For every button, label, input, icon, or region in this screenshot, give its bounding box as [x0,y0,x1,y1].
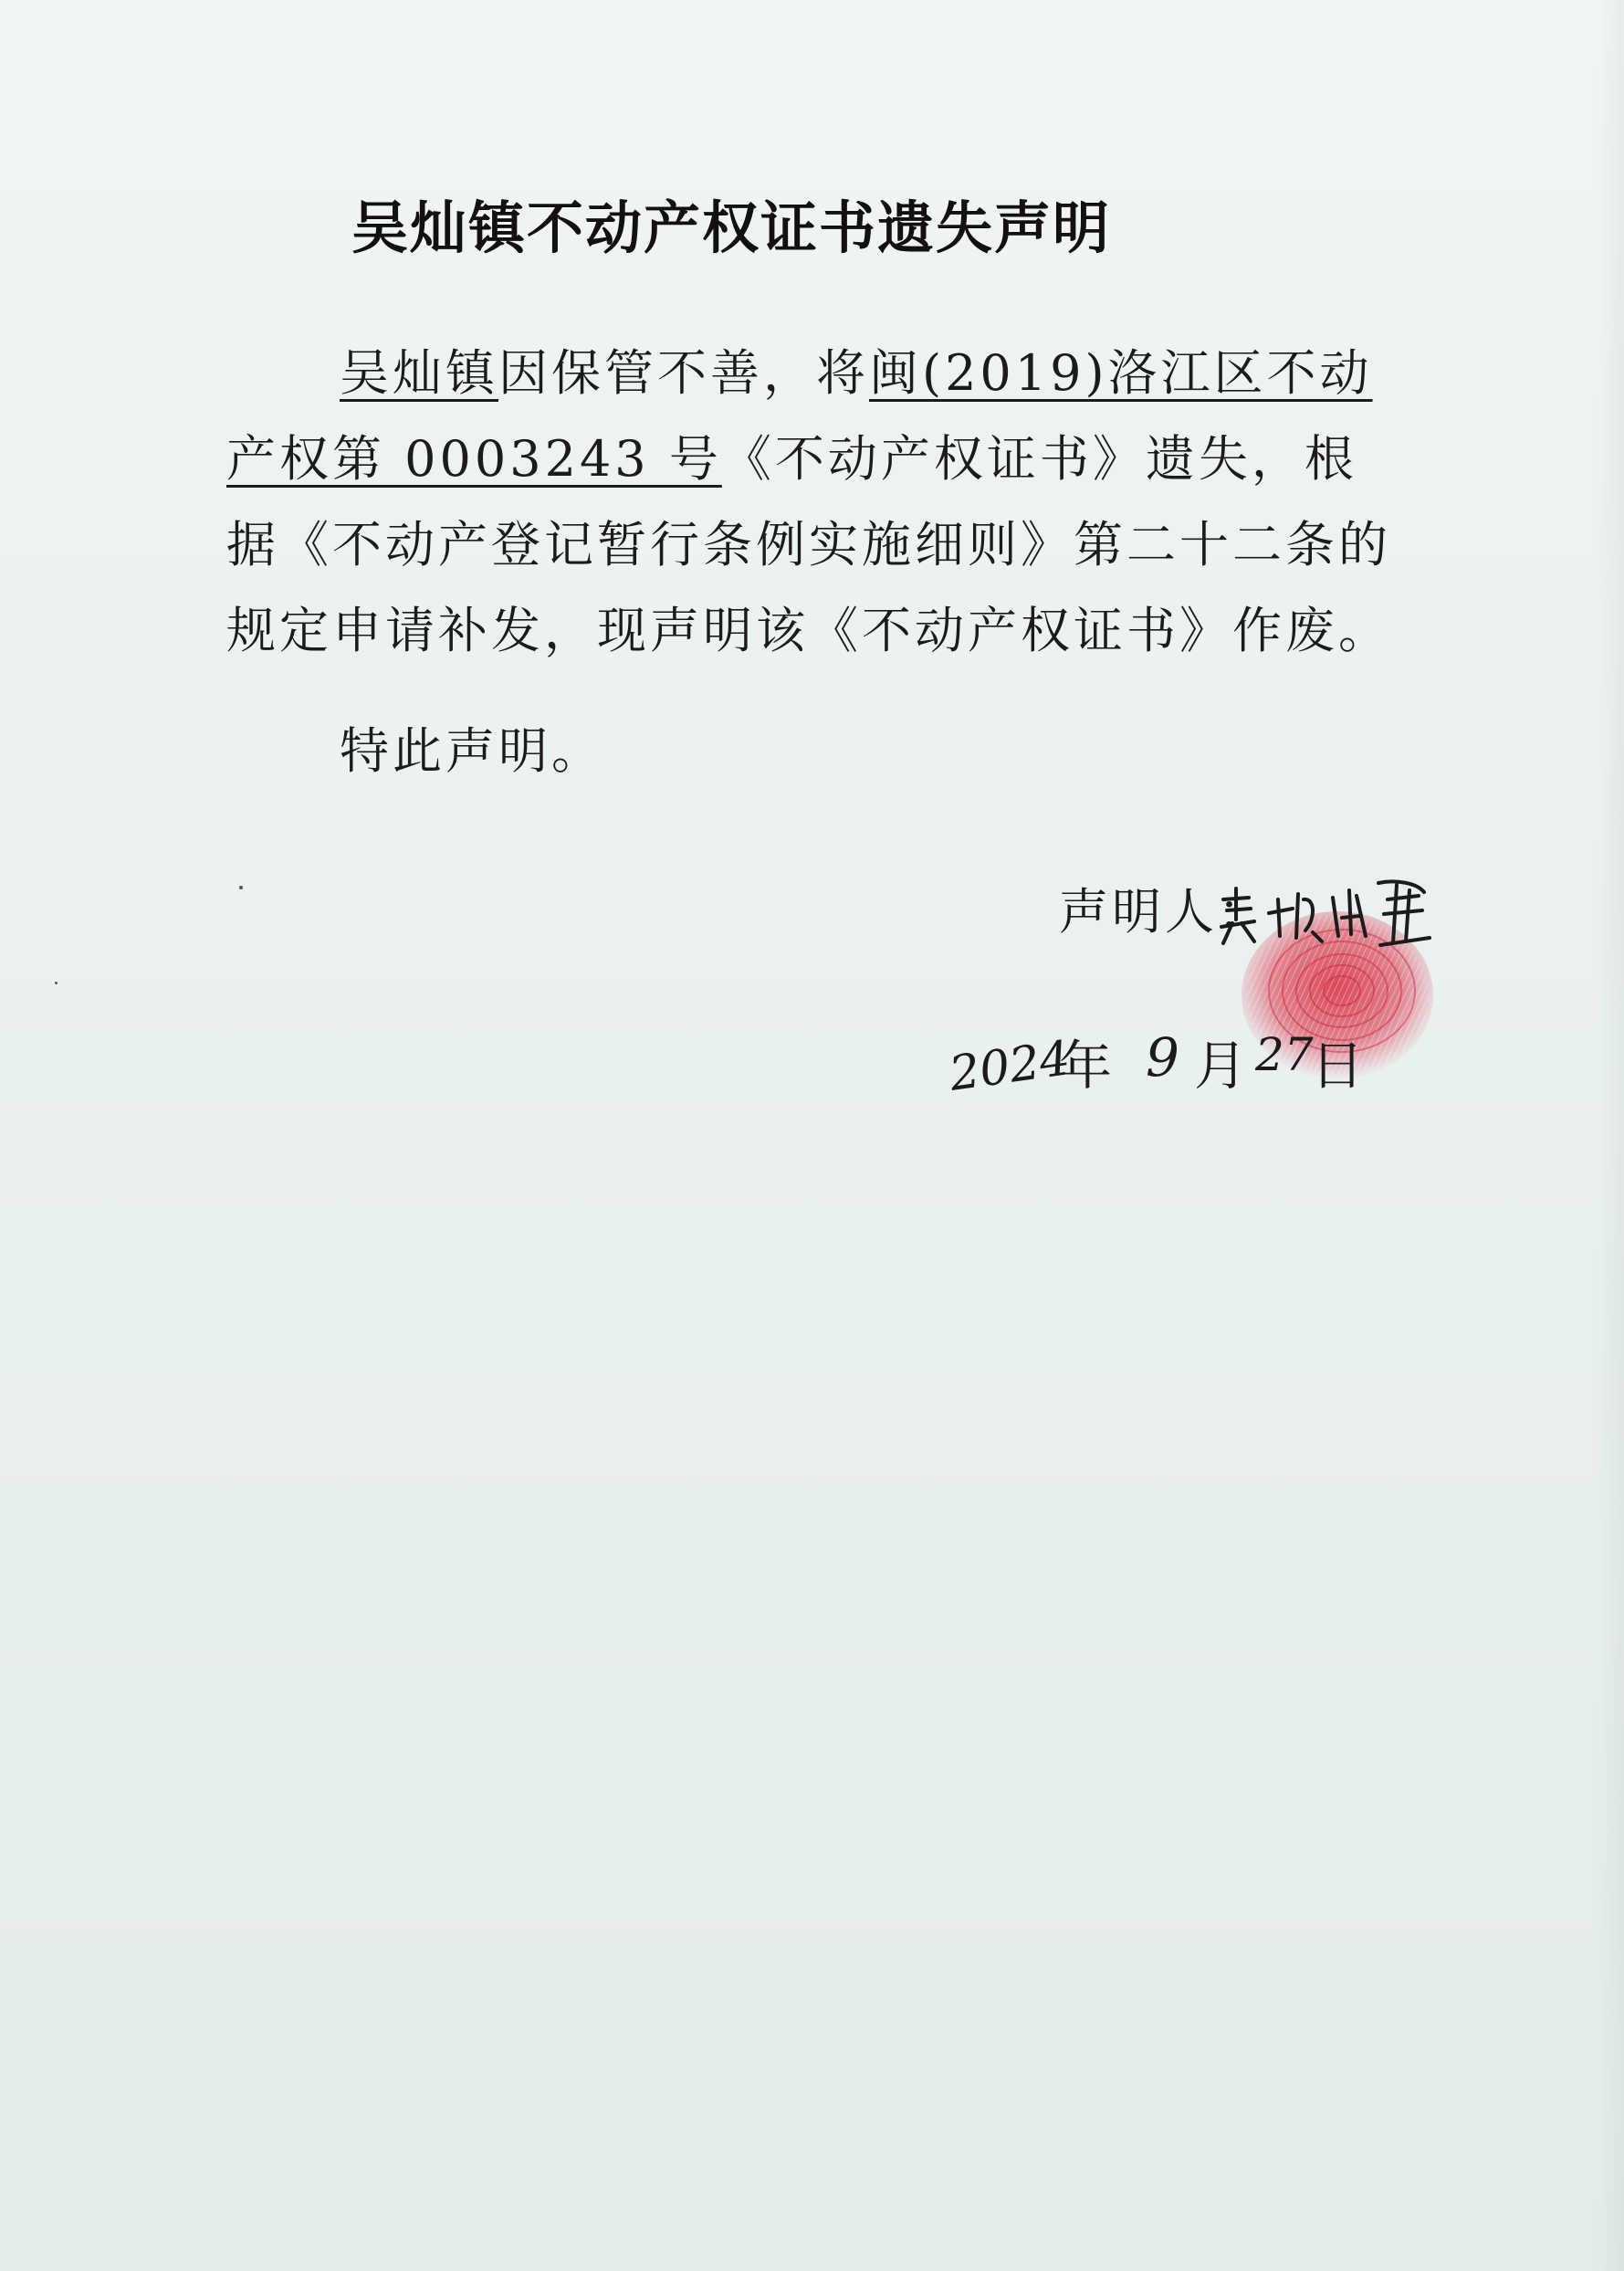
declaration-date [946,1023,1388,1105]
date-day: 27 [1255,1028,1314,1081]
closing-statement: 特此声明。 [340,722,604,780]
declarant-label: 声明人： [1059,883,1271,941]
page-edge-shadow [1597,0,1624,2271]
speck [239,886,243,889]
declaration-paragraph [226,331,1404,674]
speck [55,982,58,984]
handwritten-signature [1214,863,1433,954]
date-day-char: 日 [1311,1035,1365,1097]
date-month-char: 月 [1194,1035,1248,1097]
date-month: 9 [1146,1026,1179,1088]
declarant-name: 吴灿镇 [340,344,498,402]
paragraph-text-2: 《不动产权证书》遗失，根据《不动产登记暂行条例实施细则》第二十二条的规定申请补发，现声明该《不动产权证书》作废。 [226,430,1391,659]
date-year-char: 年 [1059,1035,1113,1097]
date-year: 2024 [946,1031,1074,1102]
certificate-number: 闽(2019)洛江区不动产权第 0003243 号 [226,344,1373,488]
document-title: 吴灿镇不动产权证书遗失声明 [351,195,1112,261]
paragraph-text-1: 因保管不善，将 [498,344,869,402]
